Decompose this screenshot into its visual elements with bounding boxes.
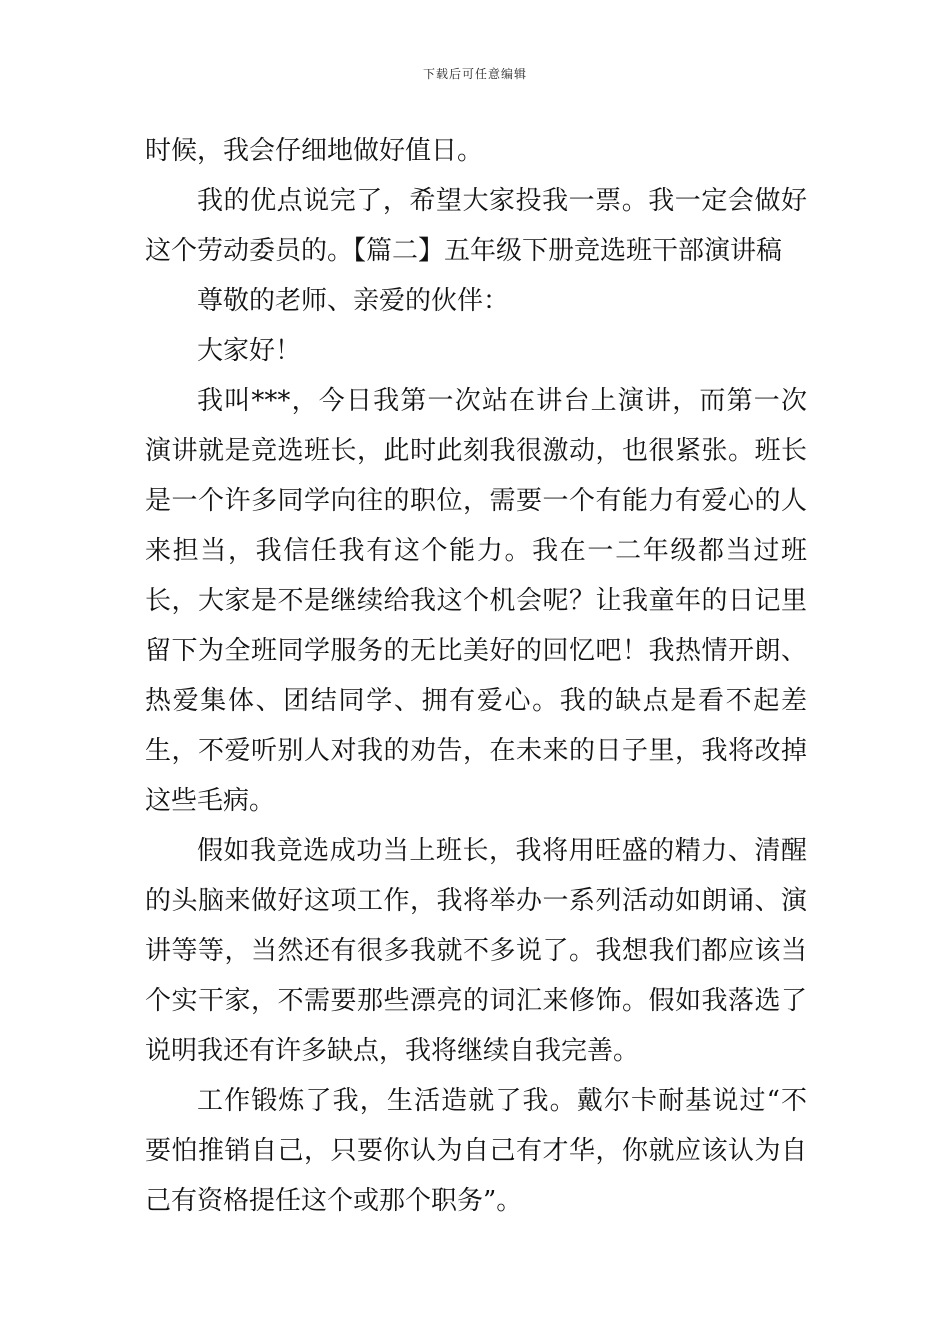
paragraph-1: 时候，我会仔细地做好值日。 <box>145 136 484 166</box>
page-header-note: 下载后可任意编辑 <box>422 67 527 81</box>
paragraph-4-greeting: 大家好！ <box>197 336 302 366</box>
paragraph-5: 我叫***，今日我第一次站在讲台上演讲，而第一次演讲就是竞选班长，此时此刻我很激动，也很紧张。班长是一个许多同学向往的职位，需要一个有能力有爱心的人来担当，我信任我有这个能力。我在一二年级都当过班长，大家是不是继续给我这个机会呢？让我童年的日记里留下为全班同学服务的无比美好的回忆吧！我热情开朗、热爱集体、团结同学、拥有爱心。我的缺点是看不起差生，不爱听别人对我的劝告，在未来的日子里，我将改掉这些毛病。 <box>145 386 807 816</box>
paragraph-7: 工作锻炼了我，生活造就了我。戴尔卡耐基说过“不要怕推销自己，只要你认为自己有才华，你就应该认为自己有资格提任这个或那个职务”。 <box>145 1086 807 1216</box>
paragraph-2: 我的优点说完了，希望大家投我一票。我一定会做好这个劳动委员的。【篇二】五年级下册竞选班干部演讲稿 <box>145 186 807 266</box>
paragraph-6: 假如我竞选成功当上班长，我将用旺盛的精力、清醒的头脑来做好这项工作，我将举办一系列活动如朗诵、演讲等等，当然还有很多我就不多说了。我想我们都应该当个实干家，不需要那些漂亮的词汇来修饰。假如我落选了说明我还有许多缺点，我将继续自我完善。 <box>145 836 807 1066</box>
document-body <box>145 126 807 1226</box>
paragraph-3-salutation: 尊敬的老师、亲爱的伙伴： <box>197 286 510 316</box>
